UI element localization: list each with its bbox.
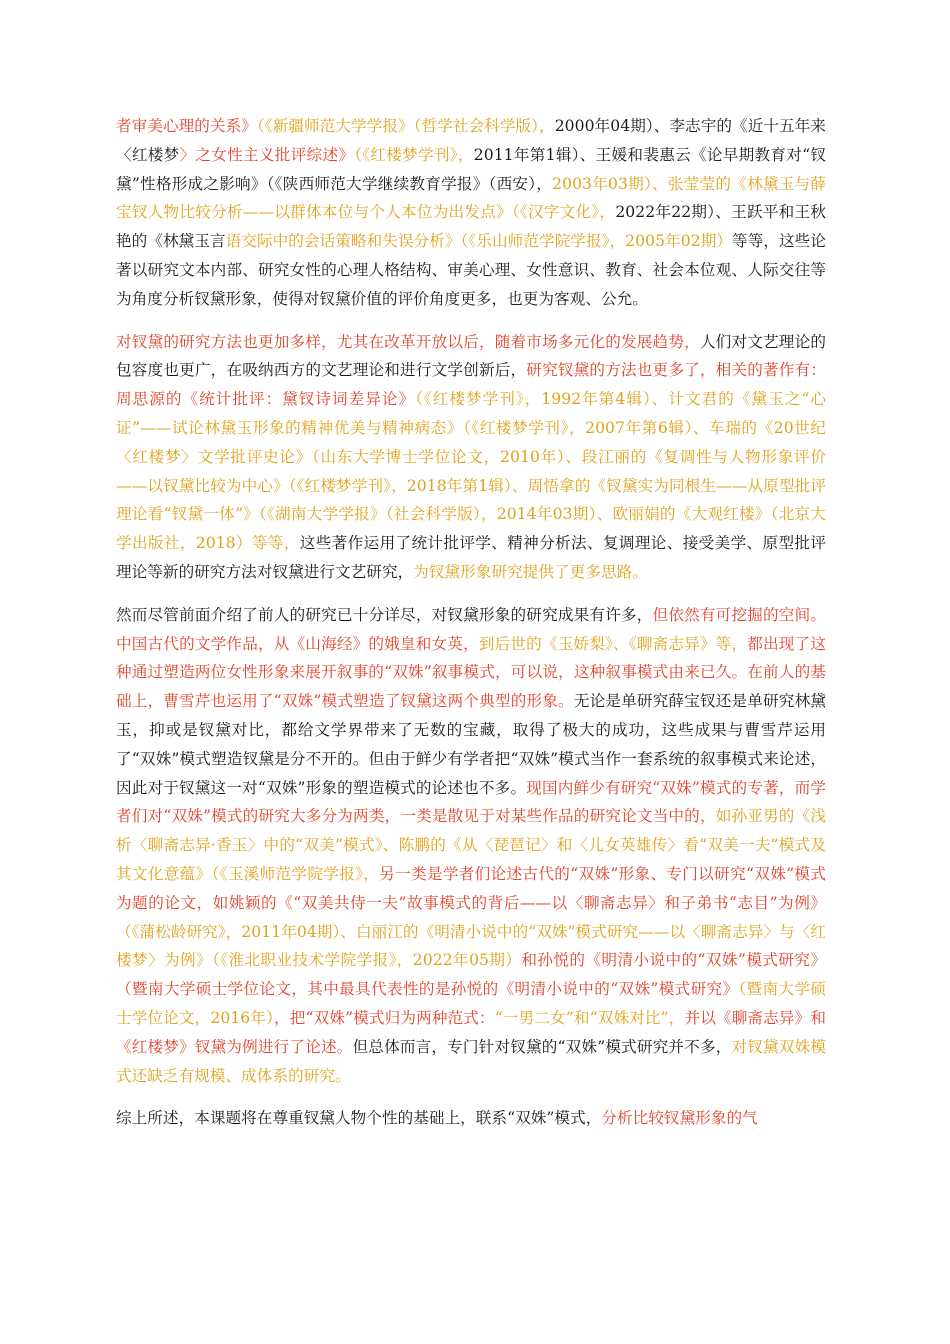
text-run: 对钗黛的研究方法也更加多样，尤其在改革开放以后，随着市场多元化的发展趋势，	[116, 332, 700, 351]
text-run: （《红楼梦学刊》，	[354, 145, 474, 164]
text-run: 〉之女性主义批评综述》	[179, 145, 355, 164]
paragraph-4	[116, 1104, 826, 1133]
paragraph-3	[116, 601, 826, 1091]
paragraph-1	[116, 112, 826, 314]
text-run: 现国内鲜少有研究“双姝”模式的专著，而学者们对“双姝”模式的研究大多分为两类，一类是散见于对某些作品的研究论文当中的，	[116, 778, 826, 826]
text-run: 为钗黛形象研究提供了更多思路。	[413, 562, 648, 581]
text-run: 然而尽管前面介绍了前人的研究已十分详尽，对钗黛形象的研究成果有许多，	[116, 605, 653, 624]
text-run: 但依然有可挖掘的空间。中国古代的文学作品，从《山海经》的娥皇和女英，	[116, 605, 826, 653]
text-run: 等等，这些论著以研究文本内部、研究女性的心理人格结构、审美心理、女性意识、教育、社会本位观、人际交往等为角度分析钗黛形象，使得对钗黛价值的评价角度更多，也更为客观、公允。	[116, 232, 826, 308]
text-run: 都出现了这种通过塑造两位女性形象来展开叙事的“双姝”叙事模式，可以说，这种叙事模式由来已久。在前人的基础上，曹雪芹也运用了“双姝”模式塑造了钗黛这两个典型的形象。	[116, 634, 826, 711]
text-run: 分析比较钗黛形象的气	[601, 1109, 758, 1128]
text-run: 2011年第1辑）、王媛和裴惠云《论早期教育对“钗黛”性格形成之影响》（《陕西师范大学继续教育学报》（西安），	[116, 145, 827, 193]
document-body	[116, 112, 826, 1147]
text-run: （《红楼梦学刊》，1992年第4辑）、计文君的《黛玉之“心证”——试论林黛玉形象的精神优美与精神病态》（《红楼梦学刊》，2007年第6辑）、车瑞的《20世纪〈红楼梦〉文学批评史论》（山东大学博士学位论文，2010年）、段江丽的《复调性与人物形象评价——以钗黛比较为中心》（《红楼梦学刊》，2018年第1辑）、周悟拿的《钗黛实为同根生——从原型批评理论看“钗黛一体”》（《湖南大学学报》（社会科学版），2014年03期）、欧丽娟的《大观红楼》（北京大学出版社，2018）等等，	[116, 390, 826, 553]
text-run: 但总体而言，专门针对钗黛的“双姝”模式研究并不多，	[352, 1037, 732, 1056]
text-run: 到后世的《玉娇梨》、《聊斋志异》等，	[478, 634, 748, 653]
text-run: 综上所述，本课题将在尊重钗黛人物个性的基础上，联系“双姝”模式，	[116, 1109, 602, 1128]
text-run: 者审美心理的关系》	[116, 117, 257, 135]
text-run: 2000年04期）、李志宇的《近十五年来〈红楼梦	[116, 117, 827, 164]
text-run: 如孙亚男的《浅析〈聊斋志异·香玉〉中的“双美”模式》、陈鹏的《从〈琵琶记〉和〈儿女英雄传〉看“双美一夫”模式及其文化意蕴》（《玉溪师范学院学报》，	[116, 807, 826, 883]
text-run: 另一类是学者们论述古代的“双姝”形象、专门以研究“双姝”模式为题的论文，如姚颖的《“双美共侍一夫”故事模式的背后——以〈聊斋志异〉和子弟书“志目”为例》	[116, 864, 826, 912]
text-run: “一男二女”和“双姝对比”，	[494, 1008, 685, 1027]
text-run: 语交际中的会话策略和失误分析》（《乐山师范学院学报》，2005年02期）	[225, 232, 733, 251]
text-run: （《蒲松龄研究》，2011年04期）、白丽江的《明清小说中的“双姝”模式研究——以〈聊斋志异〉与〈红楼梦〉为例》（《淮北职业技术学院学报》，2022年05期）	[116, 922, 826, 970]
text-run: 并以《聊斋志异》和《红楼梦》钗黛为例进行了论述。	[116, 1008, 826, 1056]
text-run: 对钗黛双姝模式还缺乏有规模、成体系的研究。	[116, 1037, 826, 1085]
text-run: （暨南大学硕士学位论文，2016年）	[116, 980, 826, 1027]
text-run: 这些著作运用了统计批评学、精神分析法、复调理论、接受美学、原型批评理论等新的研究方法对钗黛进行文艺研究，	[116, 534, 826, 581]
text-run: 和孙悦的《明清小说中的“双姝”模式研究》（暨南大学硕士学位论文，其中最具代表性的是孙悦的《明清小说中的“双姝”模式研究》	[116, 951, 827, 999]
text-run: 无论是单研究薛宝钗还是单研究林黛玉，抑或是钗黛对比，都给文学界带来了无数的宝藏，取得了极大的成功，这些成果与曹雪芹运用了“双姝”模式塑造钗黛是分不开的。但由于鲜少有学者把“双姝”模式当作一套系统的叙事模式来论述，因此对于钗黛这一对“双姝”形象的塑造模式的论述也不多。	[116, 692, 826, 797]
text-run: 研究钗黛的方法也更多了，相关的著作有：周思源的《统计批评：黛钗诗词差异论》	[116, 361, 826, 409]
text-run: 人们对文艺理论的包容度也更广，在吸纳西方的文艺理论和进行文学创新后，	[116, 332, 826, 380]
paragraph-2	[116, 328, 826, 587]
text-run: （《新疆师范大学学报》（哲学社会科学版），	[256, 117, 555, 135]
text-run: 2022年22期）、王跃平和王秋艳的《林黛玉言	[116, 203, 826, 251]
text-run: 2003年03期）、张莹莹的《林黛玉与薛宝钗人物比较分析——以群体本位与个人本位为出发点》（《汉字文化》，	[116, 174, 826, 222]
text-run: ，把“双姝”模式归为两种范式：	[274, 1008, 495, 1027]
